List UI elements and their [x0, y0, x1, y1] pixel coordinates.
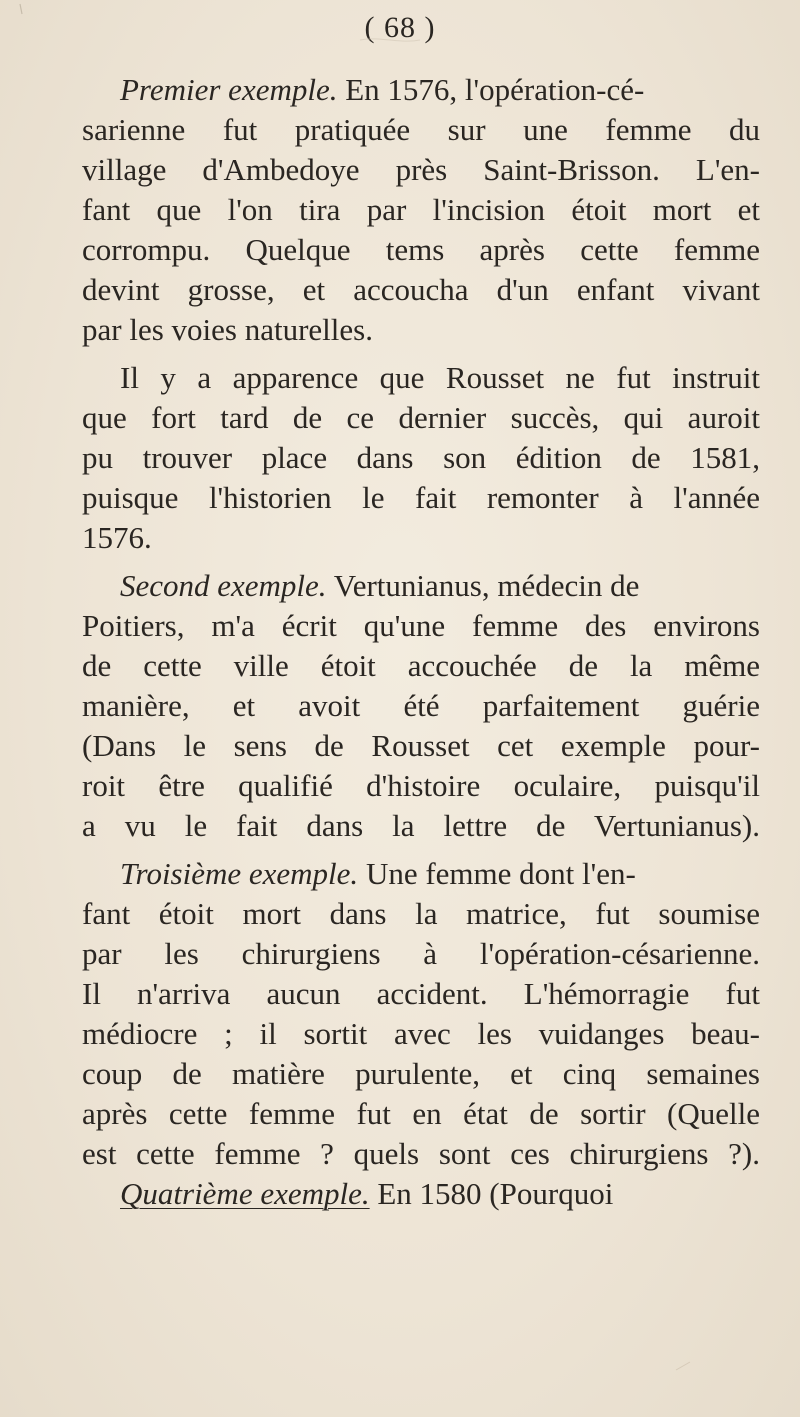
text-line: village d'Ambedoye près Saint-Brisson. L'en-	[82, 152, 760, 187]
text-line: de cette ville étoit accouchée de la même	[82, 648, 760, 683]
text-line: sarienne fut pratiquée sur une femme du	[82, 112, 760, 147]
text-line: corrompu. Quelque tems après cette femme	[82, 232, 760, 267]
line-text: Une femme dont l'en-	[365, 856, 636, 891]
text-line: devint grosse, et accoucha d'un enfant vivant	[82, 272, 760, 307]
text-line: fant que l'on tira par l'incision étoit mort et	[82, 192, 760, 227]
text-line: manière, et avoit été parfaitement guérie	[82, 688, 760, 723]
example-heading: Premier exemple.	[120, 72, 338, 107]
text-line: par les voies naturelles.	[82, 312, 373, 347]
page-number: ( 68 )	[364, 11, 436, 44]
text-line: que fort tard de ce dernier succès, qui auroit	[82, 400, 760, 435]
text-line	[120, 70, 760, 110]
example-heading: Troisième exemple.	[120, 856, 359, 891]
text-line: est cette femme ? quels sont ces chirurgiens ?).	[82, 1136, 760, 1171]
text-line: a vu le fait dans la lettre de Vertunianus).	[82, 808, 760, 843]
line-text: Vertunianus, médecin de	[333, 568, 640, 603]
text-line: Poitiers, m'a écrit qu'une femme des environs	[82, 608, 760, 643]
text-line	[120, 854, 760, 894]
text-line: fant étoit mort dans la matrice, fut soumise	[82, 896, 760, 931]
example-heading: Second exemple.	[120, 568, 327, 603]
text-line: coup de matière purulente, et cinq semaines	[82, 1056, 760, 1091]
text-line: roit être qualifié d'histoire oculaire, puisqu'il	[82, 768, 760, 803]
text-line: pu trouver place dans son édition de 1581,	[82, 440, 760, 475]
line-text: En 1580 (Pourquoi	[377, 1176, 614, 1211]
text-line: Il y a apparence que Rousset ne fut instruit	[120, 360, 760, 395]
text-line: après cette femme fut en état de sortir (Quelle	[82, 1096, 760, 1131]
text-line: médiocre ; il sortit avec les vuidanges beau-	[82, 1016, 760, 1051]
text-line: 1576.	[82, 520, 152, 555]
text-line: puisque l'historien le fait remonter à l'année	[82, 480, 760, 515]
example-heading: Quatrième exemple.	[120, 1176, 370, 1211]
text-line	[120, 1174, 760, 1214]
text-line: (Dans le sens de Rousset cet exemple pour-	[82, 728, 760, 763]
text-line: Il n'arriva aucun accident. L'hémorragie fut	[82, 976, 760, 1011]
line-text: En 1576, l'opération-cé-	[345, 72, 645, 107]
text-line	[120, 566, 760, 606]
text-line: par les chirurgiens à l'opération-césarienne.	[82, 936, 760, 971]
